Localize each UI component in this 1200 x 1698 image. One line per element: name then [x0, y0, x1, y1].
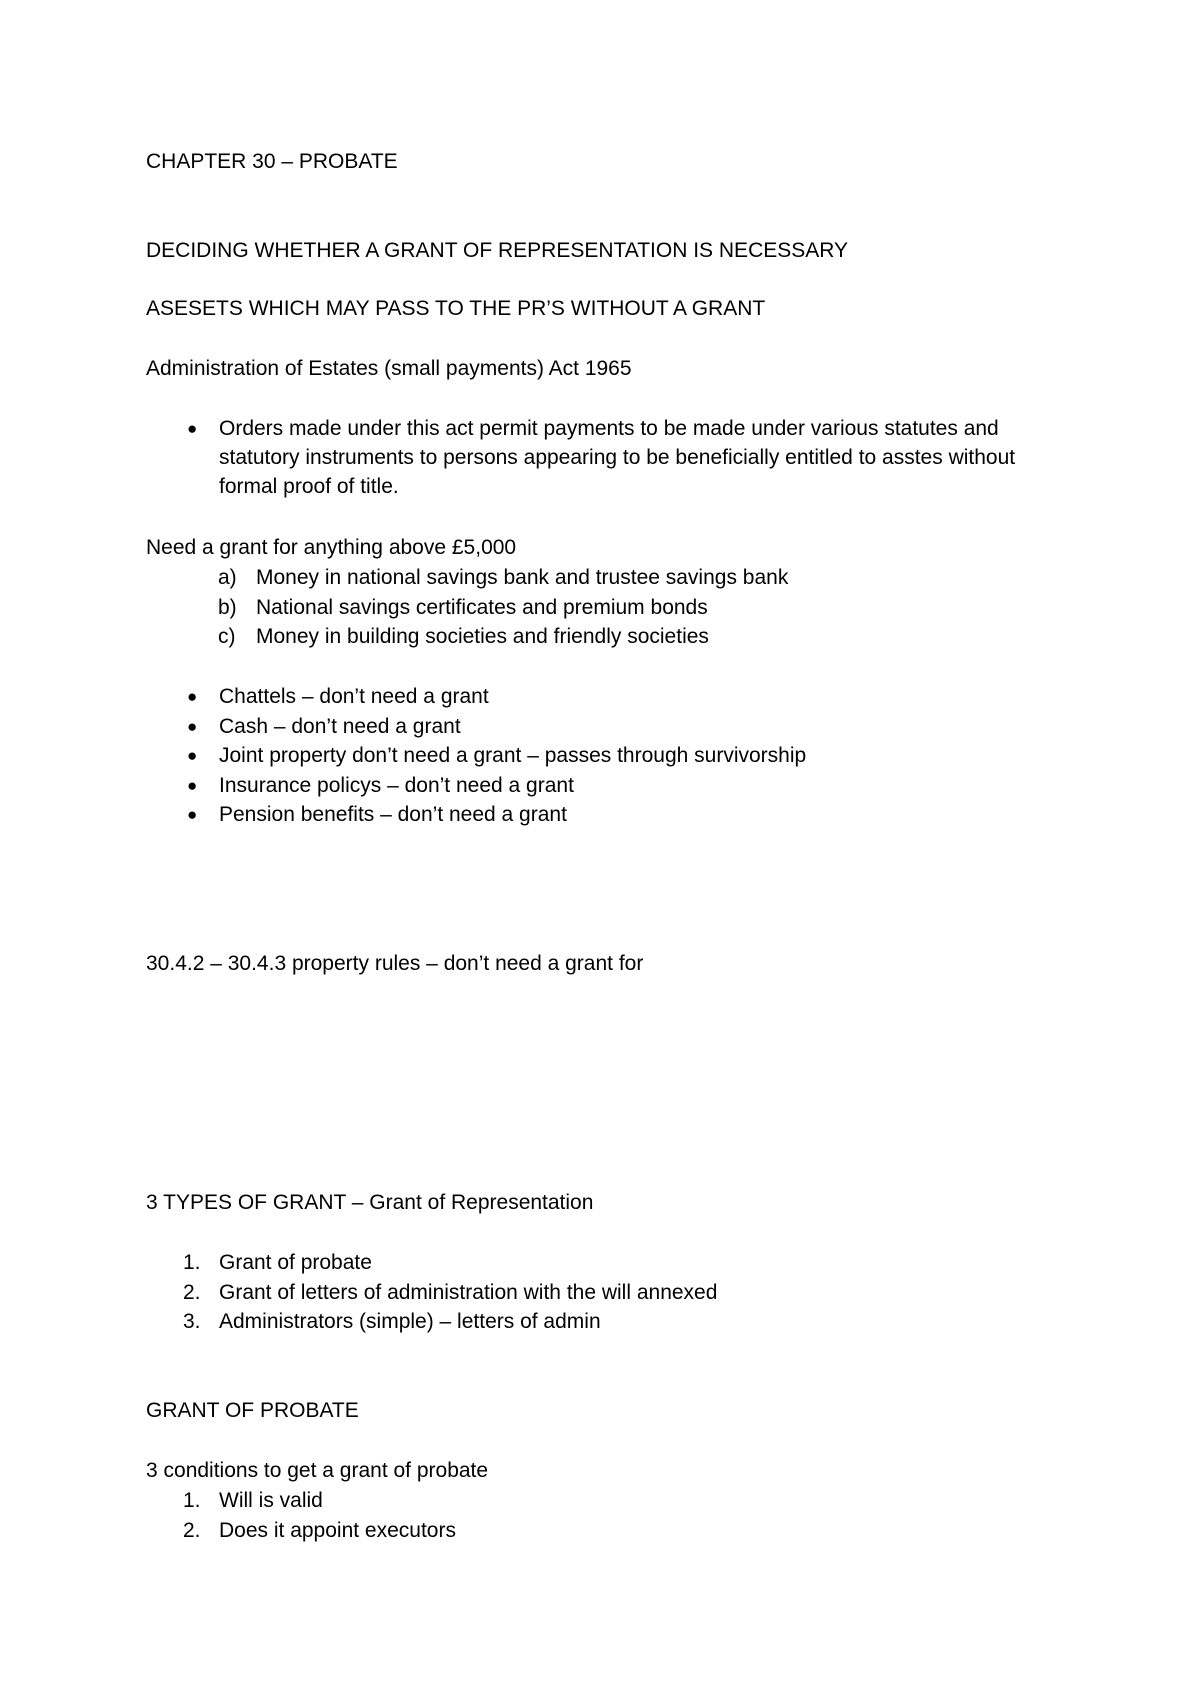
list-item-text: Money in building societies and friendly societies — [256, 625, 709, 648]
types-of-grant-heading: 3 TYPES OF GRANT – Grant of Representation — [146, 1191, 594, 1214]
list-item — [218, 593, 788, 623]
bullet-icon: ● — [187, 746, 198, 765]
list-marker: b) — [218, 595, 237, 619]
list-marker: 3. — [183, 1310, 201, 1333]
bullet-icon: ● — [187, 805, 198, 824]
bullet-icon: ● — [187, 775, 198, 795]
list-marker: 2. — [183, 1280, 201, 1304]
list-item-text: Joint property don’t need a grant – passes through survivorship — [219, 744, 807, 767]
conditions-line: 3 conditions to get a grant of probate — [146, 1459, 489, 1482]
list-item — [183, 1516, 456, 1546]
act-title: Administration of Estates (small payments) Act 1965 — [146, 357, 632, 380]
list-item-text: Pension benefits – don’t need a grant — [219, 803, 567, 826]
list-item — [187, 741, 807, 771]
need-grant-line: Need a grant for anything above £5,000 — [146, 536, 517, 559]
list-item — [187, 771, 806, 801]
list-marker: c) — [218, 625, 236, 648]
list-item-text: Cash – don’t need a grant — [219, 714, 461, 738]
list-item — [183, 1278, 718, 1308]
list-item-text: Grant of probate — [219, 1251, 372, 1274]
list-item-text: Does it appoint executors — [219, 1518, 456, 1542]
list-item — [183, 1248, 717, 1278]
bullet-icon: ● — [187, 419, 198, 438]
list-item — [187, 712, 806, 742]
act-bullet-text: Orders made under this act permit payments to be made under various statutes and statutory instruments to persons appearing to be beneficially entitled to asstes without formal proof of title. — [219, 417, 1016, 498]
list-marker: a) — [218, 566, 237, 589]
act-bullet-list — [187, 414, 1079, 501]
small-payments-list — [218, 563, 789, 652]
list-item-text: Money in national savings bank and trustee savings bank — [256, 566, 789, 589]
list-item — [187, 682, 806, 712]
list-item-text: Chattels – don’t need a grant — [219, 685, 489, 708]
property-rules-line: 30.4.2 – 30.4.3 property rules – don’t need a grant for — [146, 952, 644, 975]
list-item-text: Grant of letters of administration with the will annexed — [219, 1280, 718, 1304]
list-item-text: Will is valid — [219, 1489, 323, 1512]
list-item — [218, 563, 789, 593]
bullet-icon: ● — [187, 716, 198, 736]
no-grant-list — [187, 682, 807, 830]
list-marker: 1. — [183, 1251, 201, 1274]
list-item — [183, 1486, 456, 1516]
list-marker: 2. — [183, 1518, 201, 1542]
conditions-list — [183, 1486, 456, 1545]
list-marker: 1. — [183, 1489, 201, 1512]
list-item — [187, 414, 1079, 501]
list-item — [218, 622, 788, 652]
heading-deciding-grant: DECIDING WHETHER A GRANT OF REPRESENTATION IS NECESSARY — [146, 239, 849, 262]
heading-assets-without-grant: ASESETS WHICH MAY PASS TO THE PR’S WITHOUT A GRANT — [146, 297, 766, 320]
list-item-text: National savings certificates and premium bonds — [256, 595, 708, 619]
list-item-text: Administrators (simple) – letters of admin — [219, 1310, 601, 1333]
grant-of-probate-heading: GRANT OF PROBATE — [146, 1399, 359, 1422]
chapter-title: CHAPTER 30 – PROBATE — [146, 150, 398, 173]
bullet-icon: ● — [187, 687, 198, 706]
list-item — [187, 800, 806, 830]
list-item-text: Insurance policys – don’t need a grant — [219, 773, 574, 797]
list-item — [183, 1307, 717, 1337]
types-of-grant-list — [183, 1248, 718, 1337]
